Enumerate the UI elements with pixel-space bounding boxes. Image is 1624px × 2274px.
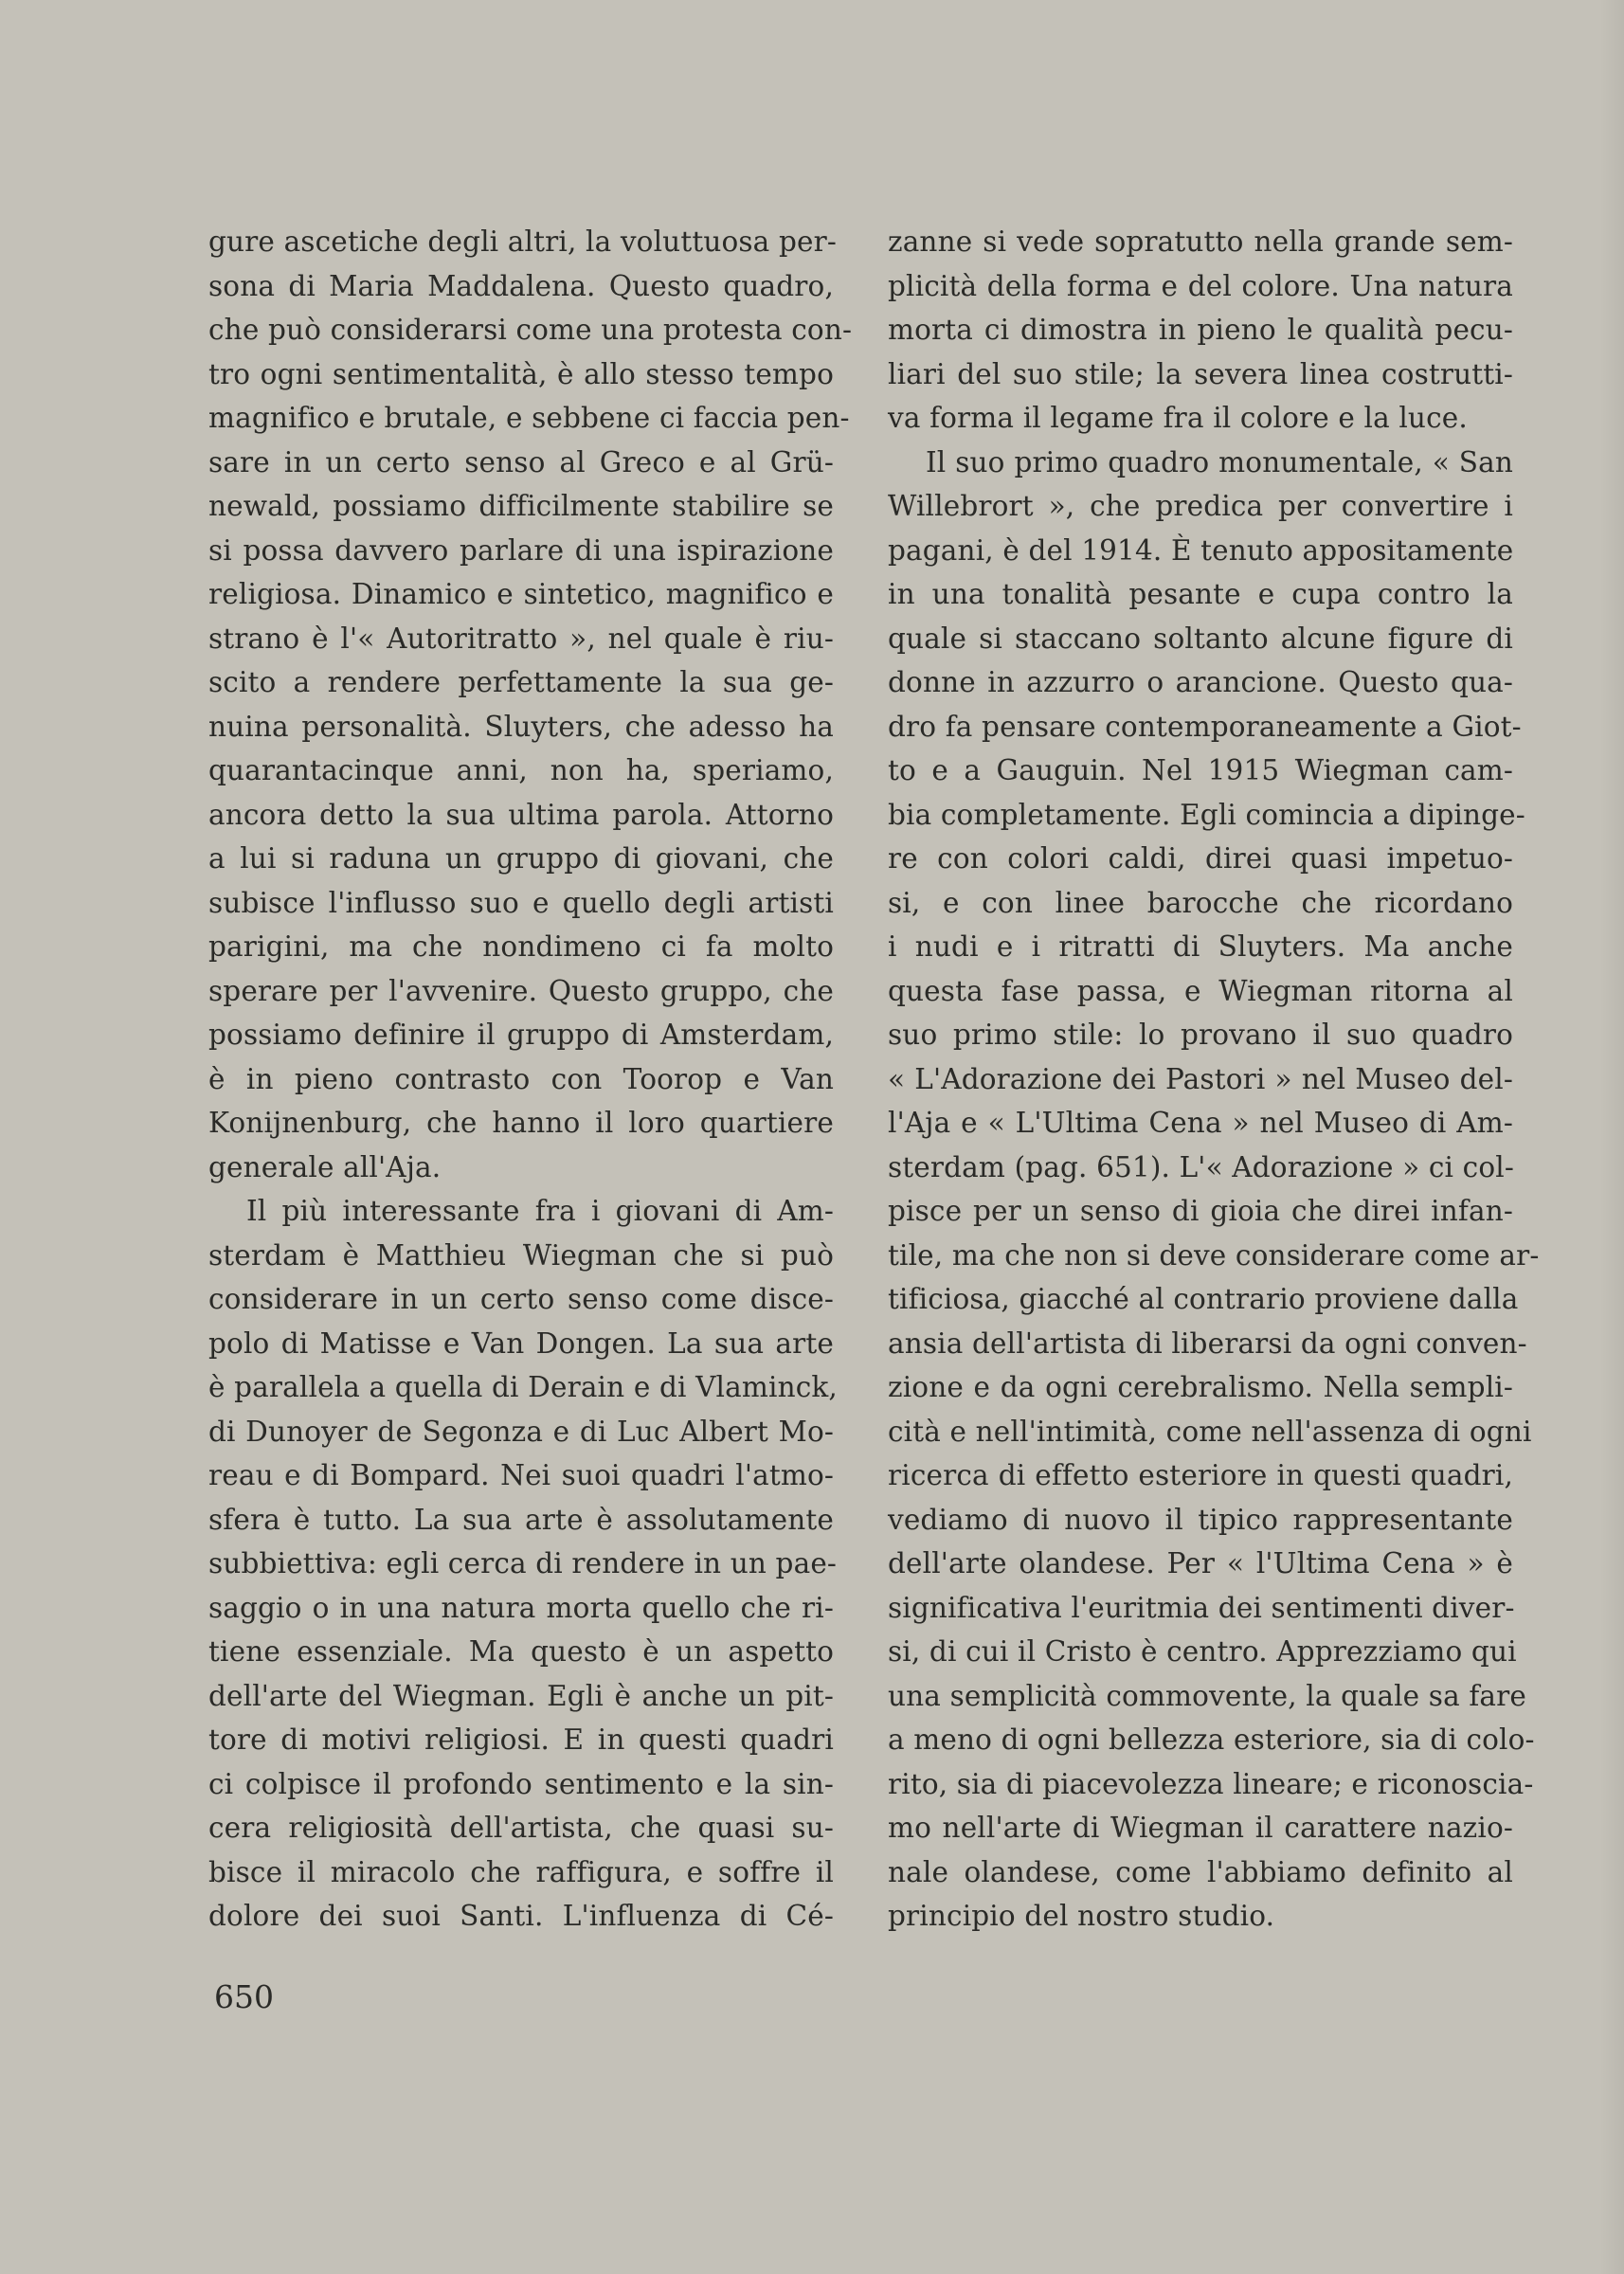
text-line: di Dunoyer de Segonza e di Luc Albert Mo- xyxy=(208,1415,834,1448)
text-line: a meno di ogni bellezza esteriore, sia di colo- xyxy=(888,1724,1535,1756)
text-line: quale si staccano soltanto alcune figure di xyxy=(888,622,1513,655)
text-line: to e a Gauguin. Nel 1915 Wiegman cam- xyxy=(888,754,1513,786)
left-text-column xyxy=(208,220,853,1939)
text-line: religiosa. Dinamico e sintetico, magnifico e xyxy=(208,578,834,610)
text-line: si, e con linee barocche che ricordano xyxy=(888,886,1513,919)
text-line: strano è l'« Autoritratto », nel quale è riu- xyxy=(208,622,834,655)
text-line: tro ogni sentimentalità, è allo stesso tempo xyxy=(208,357,834,390)
text-line: ancora detto la sua ultima parola. Attorno xyxy=(208,798,834,831)
text-line: mo nell'arte di Wiegman il carattere nazio- xyxy=(888,1812,1513,1844)
text-line: l'Aja e « L'Ultima Cena » nel Museo di Am- xyxy=(888,1107,1513,1139)
text-line: pagani, è del 1914. È tenuto appositamente xyxy=(888,533,1514,567)
text-line: Konijnenburg, che hanno il loro quartiere xyxy=(208,1107,834,1139)
text-line: sfera è tutto. La sua arte è assolutamente xyxy=(208,1503,834,1536)
text-line: si, di cui il Cristo è centro. Apprezziamo qui xyxy=(888,1635,1517,1668)
text-line: cera religiosità dell'artista, che quasi su- xyxy=(208,1812,834,1844)
text-line: bisce il miracolo che raffigura, e soffre il xyxy=(208,1855,834,1888)
text-line: sare in un certo senso al Greco e al Grü- xyxy=(208,445,834,478)
text-line: è in pieno contrasto con Toorop e Van xyxy=(208,1062,834,1095)
text-line: ansia dell'artista di liberarsi da ogni conven- xyxy=(888,1326,1527,1360)
text-line: dell'arte del Wiegman. Egli è anche un pit- xyxy=(208,1679,834,1712)
text-line: a lui si raduna un gruppo di giovani, che xyxy=(208,842,834,875)
text-line: nale olandese, come l'abbiamo definito al xyxy=(888,1855,1513,1888)
text-line: « L'Adorazione dei Pastori » nel Museo del- xyxy=(888,1062,1513,1095)
text-line: rito, sia di piacevolezza lineare; e riconoscia- xyxy=(888,1767,1534,1800)
text-line: magnifico e brutale, e sebbene ci faccia pen- xyxy=(208,402,850,434)
text-line: newald, possiamo difficilmente stabilire se xyxy=(208,490,834,522)
text-line: subisce l'influsso suo e quello degli artisti xyxy=(208,886,834,919)
paragraph-start-line: Il suo primo quadro monumentale, « San xyxy=(926,445,1513,478)
text-line: ricerca di effetto esteriore in questi quadri, xyxy=(888,1459,1513,1491)
text-line: ci colpisce il profondo sentimento e la sin- xyxy=(208,1767,834,1800)
text-line: scito a rendere perfettamente la sua ge- xyxy=(208,666,834,698)
text-line: parigini, ma che nondimeno ci fa molto xyxy=(208,930,834,963)
text-line: donne in azzurro o arancione. Questo qua- xyxy=(888,666,1513,698)
text-line: nuina personalità. Sluyters, che adesso ha xyxy=(208,710,834,743)
text-line: quarantacinque anni, non ha, speriamo, xyxy=(208,754,834,786)
text-line: una semplicità commovente, la quale sa fare xyxy=(888,1679,1527,1712)
page-edge-shadow xyxy=(1599,0,1624,2274)
text-line: sterdam (pag. 651). L'« Adorazione » ci col- xyxy=(888,1150,1514,1183)
text-line: questa fase passa, e Wiegman ritorna al xyxy=(888,974,1513,1007)
text-line: sona di Maria Maddalena. Questo quadro, xyxy=(208,269,834,302)
text-line: sperare per l'avvenire. Questo gruppo, che xyxy=(208,974,834,1007)
text-line: vediamo di nuovo il tipico rappresentante xyxy=(888,1503,1513,1536)
text-line: zione e da ogni cerebralismo. Nella sempli- xyxy=(888,1371,1513,1403)
text-line: bia completamente. Egli comincia a dipinge- xyxy=(888,798,1525,831)
text-line: tore di motivi religiosi. E in questi quadri xyxy=(208,1724,834,1756)
text-line: che può considerarsi come una protesta con- xyxy=(208,314,853,346)
page-number: 650 xyxy=(214,1978,274,2015)
text-line: sterdam è Matthieu Wiegman che si può xyxy=(208,1238,834,1272)
paragraph-start-line: Il più interessante fra i giovani di Am- xyxy=(246,1195,834,1227)
paragraph-end-line: generale all'Aja. xyxy=(208,1150,442,1183)
paragraph-end-line: principio del nostro studio. xyxy=(888,1900,1275,1932)
text-line: significativa l'euritmia dei sentimenti diver- xyxy=(888,1591,1515,1624)
text-line: dolore dei suoi Santi. L'influenza di Cé- xyxy=(208,1900,834,1932)
text-line: zanne si vede sopratutto nella grande sem- xyxy=(888,226,1513,258)
text-line: tificiosa, giacché al contrario proviene dalla xyxy=(888,1283,1519,1315)
text-line: gure ascetiche degli altri, la voluttuosa per- xyxy=(208,226,837,258)
text-line: subbiettiva: egli cerca di rendere in un pae- xyxy=(208,1547,838,1579)
text-line: considerare in un certo senso come disce- xyxy=(208,1283,834,1315)
text-line: re con colori caldi, direi quasi impetuo- xyxy=(888,842,1513,875)
text-line: polo di Matisse e Van Dongen. La sua arte xyxy=(208,1326,834,1360)
text-line: tile, ma che non si deve considerare come ar- xyxy=(888,1238,1540,1272)
text-line: in una tonalità pesante e cupa contro la xyxy=(888,578,1513,610)
text-line: è parallela a quella di Derain e di Vlaminck, xyxy=(208,1371,838,1403)
text-line: saggio o in una natura morta quello che ri- xyxy=(208,1591,834,1624)
text-line: morta ci dimostra in pieno le qualità pecu- xyxy=(888,314,1513,346)
text-line: possiamo definire il gruppo di Amsterdam, xyxy=(208,1019,834,1051)
text-line: suo primo stile: lo provano il suo quadro xyxy=(888,1019,1513,1051)
text-line: si possa davvero parlare di una ispirazione xyxy=(208,533,834,567)
text-line: reau e di Bompard. Nei suoi quadri l'atmo- xyxy=(208,1459,834,1491)
text-line: dro fa pensare contemporaneamente a Giot- xyxy=(888,710,1522,743)
text-line: liari del suo stile; la severa linea costrutti- xyxy=(888,357,1513,390)
text-line: Willebrort », che predica per convertire i xyxy=(888,490,1513,522)
text-line: plicità della forma e del colore. Una natura xyxy=(888,269,1513,302)
paragraph-end-line: va forma il legame fra il colore e la luce. xyxy=(888,402,1468,434)
right-text-column xyxy=(888,220,1540,1939)
text-line: cità e nell'intimità, come nell'assenza di ogni xyxy=(888,1415,1532,1448)
text-line: i nudi e i ritratti di Sluyters. Ma anche xyxy=(888,930,1513,963)
text-line: tiene essenziale. Ma questo è un aspetto xyxy=(208,1635,834,1668)
text-line: pisce per un senso di gioia che direi infan- xyxy=(888,1195,1513,1227)
text-line: dell'arte olandese. Per « l'Ultima Cena » è xyxy=(888,1547,1513,1579)
